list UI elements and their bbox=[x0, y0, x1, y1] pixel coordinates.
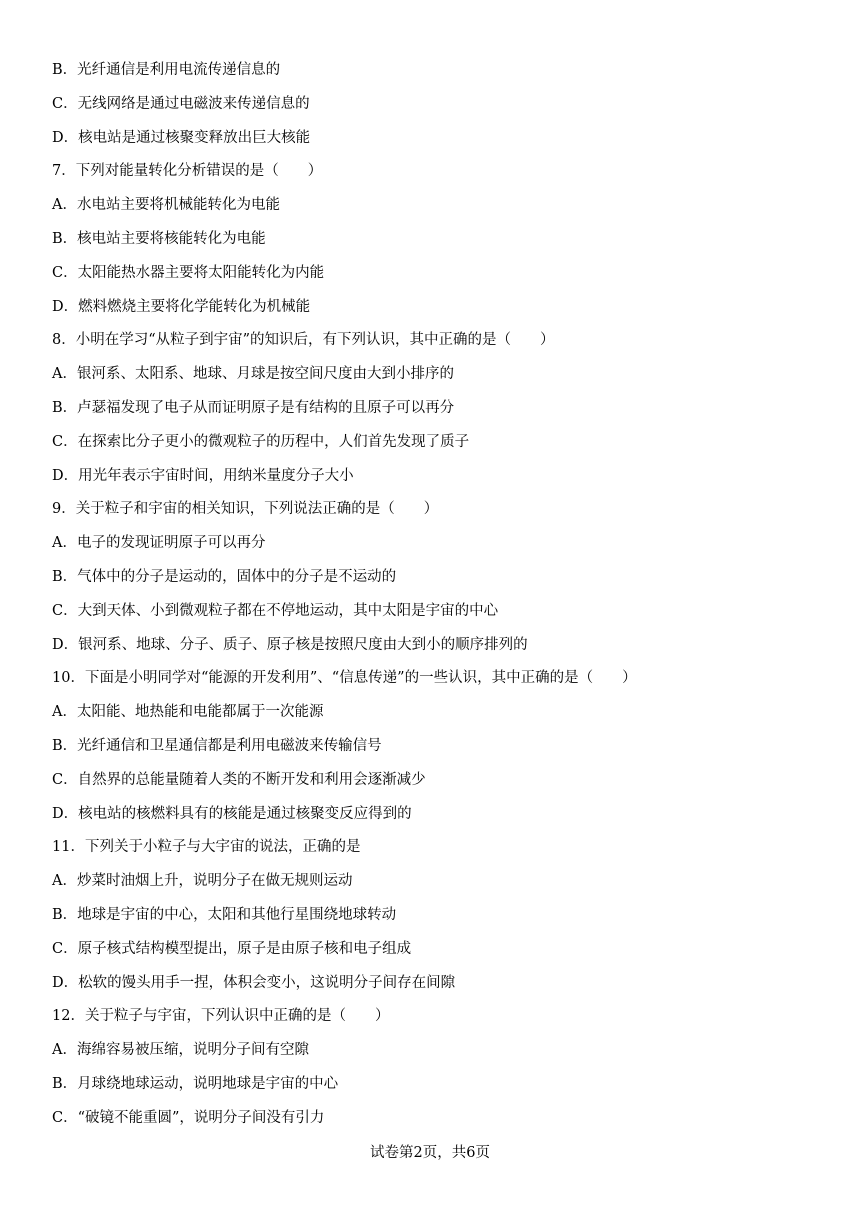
answer-option: B．光纤通信和卫星通信都是利用电磁波来传输信号 bbox=[52, 737, 382, 754]
answer-option: A．海绵容易被压缩，说明分子间有空隙 bbox=[52, 1042, 309, 1059]
answer-option: A．炒菜时油烟上升，说明分子在做无规则运动 bbox=[52, 873, 353, 890]
answer-option: A．水电站主要将机械能转化为电能 bbox=[52, 197, 280, 214]
question-list bbox=[52, 57, 822, 1139]
answer-option: D．核电站是通过核聚变释放出巨大核能 bbox=[52, 129, 311, 146]
answer-option: D．燃料燃烧主要将化学能转化为机械能 bbox=[52, 298, 311, 315]
answer-option: B．核电站主要将核能转化为电能 bbox=[52, 230, 266, 247]
answer-option: A．银河系、太阳系、地球、月球是按空间尺度由大到小排序的 bbox=[52, 366, 454, 383]
page-footer: 试卷第2页，共6页 bbox=[370, 1145, 490, 1161]
answer-option: B．月球绕地球运动，说明地球是宇宙的中心 bbox=[52, 1075, 339, 1092]
answer-option: C．“破镜不能重圆”，说明分子间没有引力 bbox=[52, 1109, 325, 1126]
answer-option: B．光纤通信是利用电流传递信息的 bbox=[52, 62, 281, 78]
answer-option: C．自然界的总能量随着人类的不断开发和利用会逐渐减少 bbox=[52, 771, 426, 788]
answer-option: C．大到天体、小到微观粒子都在不停地运动，其中太阳是宇宙的中心 bbox=[52, 602, 499, 619]
answer-option: B．气体中的分子是运动的，固体中的分子是不运动的 bbox=[52, 568, 397, 585]
answer-option: D．核电站的核燃料具有的核能是通过核聚变反应得到的 bbox=[52, 805, 412, 822]
answer-option: B．地球是宇宙的中心，太阳和其他行星围绕地球转动 bbox=[52, 906, 397, 923]
question-stem: 8．小明在学习“从粒子到宇宙”的知识后，有下列认识，其中正确的是（ ） bbox=[52, 332, 555, 349]
answer-option: C．原子核式结构模型提出，原子是由原子核和电子组成 bbox=[52, 940, 412, 957]
answer-option: C．在探索比分子更小的微观粒子的历程中，人们首先发现了质子 bbox=[52, 433, 470, 450]
answer-option: C．无线网络是通过电磁波来传递信息的 bbox=[52, 95, 310, 112]
answer-option: A．电子的发现证明原子可以再分 bbox=[52, 535, 266, 552]
question-stem: 11．下列关于小粒子与大宇宙的说法，正确的是 bbox=[52, 839, 361, 856]
answer-option: D．用光年表示宇宙时间，用纳米量度分子大小 bbox=[52, 467, 354, 484]
answer-option: C．太阳能热水器主要将太阳能转化为内能 bbox=[52, 264, 325, 281]
answer-option: B．卢瑟福发现了电子从而证明原子是有结构的且原子可以再分 bbox=[52, 399, 455, 416]
question-stem: 9．关于粒子和宇宙的相关知识，下列说法正确的是（ ） bbox=[52, 501, 439, 518]
answer-option: A．太阳能、地热能和电能都属于一次能源 bbox=[52, 704, 324, 721]
question-stem: 7．下列对能量转化分析错误的是（ ） bbox=[52, 163, 323, 180]
answer-option: D．松软的馒头用手一捏，体积会变小，这说明分子间存在间隙 bbox=[52, 974, 456, 991]
question-stem: 12．关于粒子与宇宙，下列认识中正确的是（ ） bbox=[52, 1008, 390, 1025]
answer-option: D．银河系、地球、分子、质子、原子核是按照尺度由大到小的顺序排列的 bbox=[52, 636, 528, 653]
question-stem: 10．下面是小明同学对“能源的开发利用”、“信息传递”的一些认识，其中正确的是（ ） bbox=[52, 670, 637, 687]
